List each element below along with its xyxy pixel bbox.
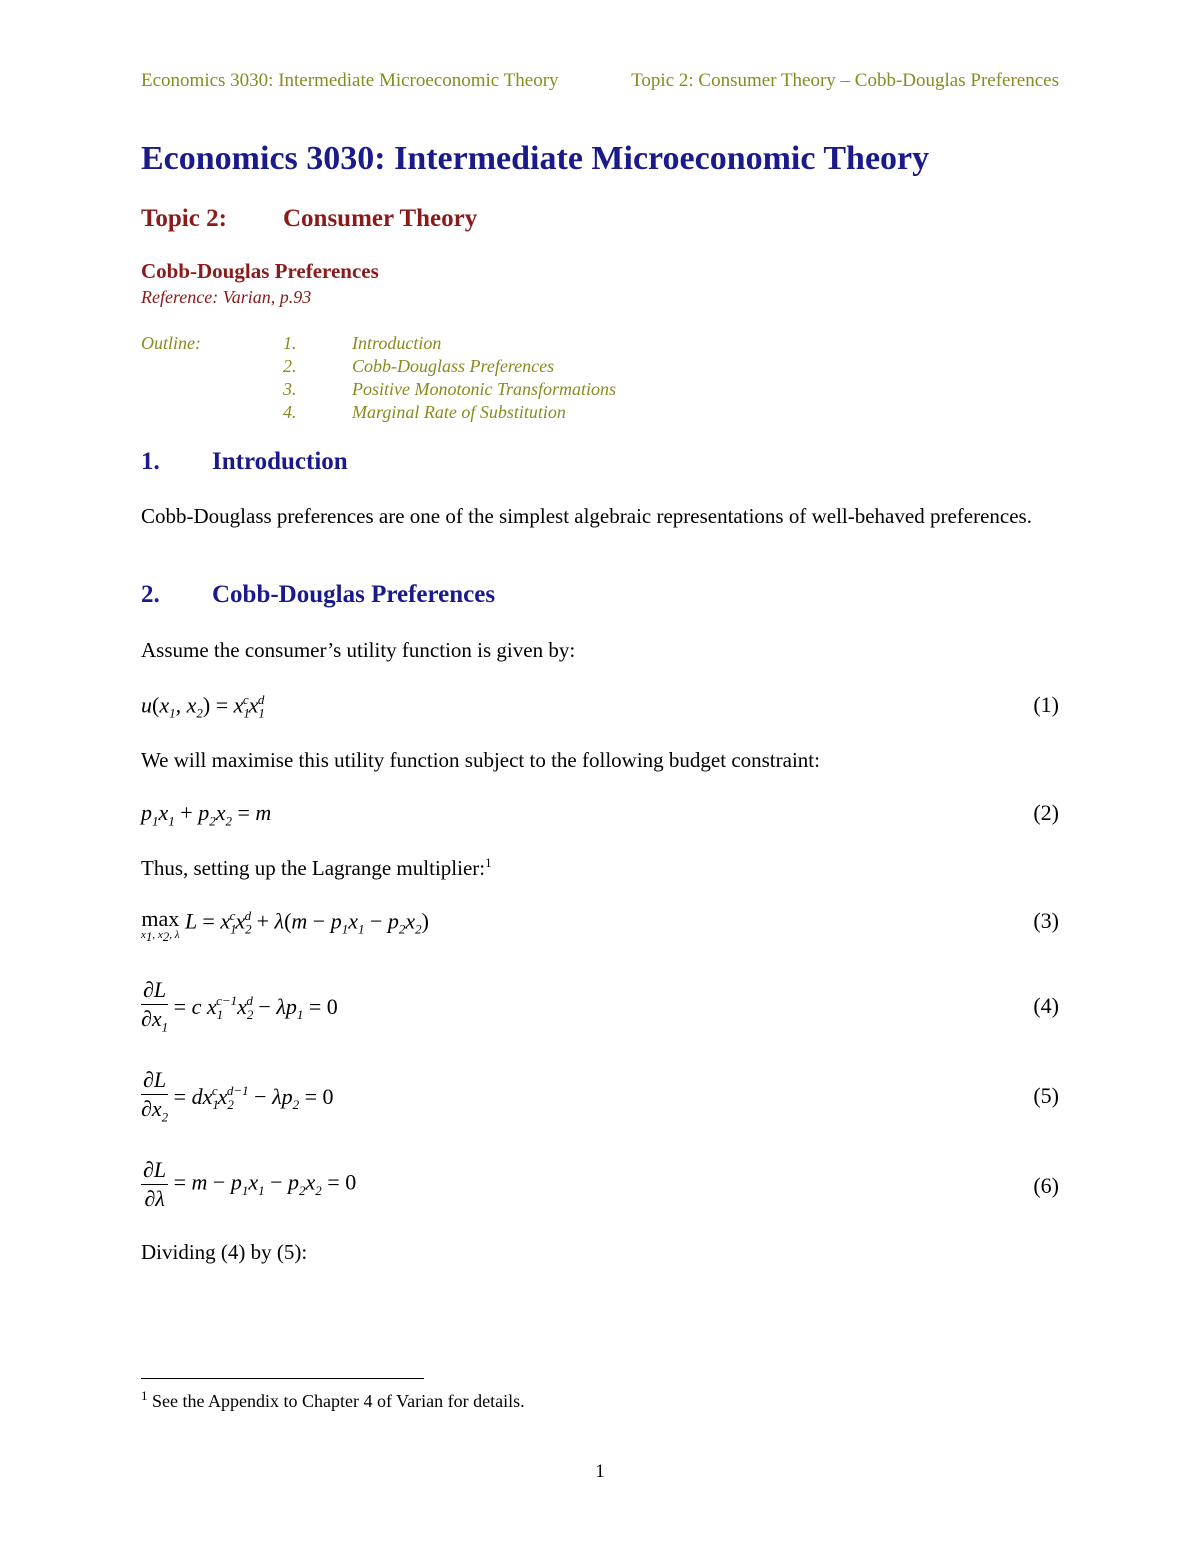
outline-item-text: Marginal Rate of Substitution: [352, 402, 566, 422]
header-left: Economics 3030: Intermediate Microeconomic Theory: [141, 70, 559, 91]
equation-2-math: $p_1x_1 + p_2x_2 = m$: [141, 800, 272, 829]
document-title: Economics 3030: Intermediate Microeconomic Theory: [141, 140, 930, 177]
outline-label: Outline:: [141, 333, 201, 353]
equation-4: [141, 976, 1059, 1036]
outline-item-number: 3.: [283, 379, 297, 399]
assume-sentence: Assume the consumer’s utility function is given by:: [141, 638, 576, 662]
equation-number: (6): [1033, 1173, 1059, 1198]
section-number: 2.: [141, 581, 160, 608]
running-header: [141, 70, 1059, 96]
equation-6: [141, 1156, 1059, 1216]
section-title: Introduction: [212, 448, 348, 475]
outline-item-number: 1.: [283, 333, 297, 353]
equation-number: (4): [1033, 993, 1059, 1018]
subtopic-heading: Cobb-Douglas Preferences: [141, 259, 379, 283]
section-number: 1.: [141, 448, 160, 475]
topic-label: Topic 2:: [141, 205, 227, 232]
equation-3-math: max $x_1$, $x_2$, λ $L = x_1^cx_2^d + \lambda(m - p_1x_1 - p_2x_2)$: [141, 906, 429, 945]
equation-3: [141, 908, 1059, 952]
equation-5: [141, 1066, 1059, 1126]
equation-1-math: $u(x_1$, $x_2) = x_1^cx_1^d$: [141, 692, 265, 721]
topic-name: Consumer Theory: [283, 205, 478, 232]
lagrange-sentence: [141, 855, 492, 881]
header-right: Topic 2: Consumer Theory – Cobb-Douglas Preferences: [631, 70, 1059, 91]
maximise-sentence: We will maximise this utility function subject to the following budget constraint:: [141, 748, 820, 772]
topic-heading: [141, 205, 478, 233]
equation-number: (1): [1033, 692, 1059, 717]
intro-paragraph: Cobb-Douglass preferences are one of the simplest algebraic representations of well-behaved preferences.: [141, 504, 1032, 528]
outline-item-number: 2.: [283, 356, 297, 376]
dividing-sentence: Dividing (4) by (5):: [141, 1240, 308, 1264]
section-title: Cobb-Douglas Preferences: [212, 581, 496, 608]
page-number: 1: [595, 1461, 605, 1482]
section-heading-cobb-douglas: [141, 581, 496, 609]
equation-number: (2): [1033, 800, 1059, 825]
equation-1: [141, 692, 1059, 732]
section-heading-introduction: [141, 448, 348, 476]
outline-item-number: 4.: [283, 402, 297, 422]
equation-2: [141, 800, 1059, 840]
outline-item-text: Positive Monotonic Transformations: [352, 379, 617, 399]
equation-number: (5): [1033, 1083, 1059, 1108]
lagrange-text: Thus, setting up the Lagrange multiplier:: [141, 856, 486, 880]
equation-number: (3): [1033, 908, 1059, 933]
equation-5-math: $\frac{\partial L}{\partial x_2}$ = $dx_1^cx_2^{d-1} - \lambda p_2 = 0$: [141, 1067, 334, 1125]
equation-4-math: $\frac{\partial L}{\partial x_1}$ = c $x_1^{c-1}x_2^d - \lambda p_1 = 0$: [141, 977, 338, 1035]
outline-item-text: Introduction: [352, 333, 442, 353]
footnote-separator: [141, 1378, 424, 1379]
outline-item-text: Cobb-Douglass Preferences: [352, 356, 555, 376]
footnote-text: See the Appendix to Chapter 4 of Varian for details.: [152, 1391, 525, 1411]
footnote-reference: 1: [485, 855, 492, 870]
reference-line: Reference: Varian, p.93: [141, 287, 312, 307]
footnote: [141, 1388, 525, 1412]
equation-6-math: $\frac{\partial L}{\partial\lambda}$ = $m - p_1x_1 - p_2x_2 = 0$: [143, 1157, 357, 1211]
footnote-mark: 1: [141, 1388, 148, 1403]
